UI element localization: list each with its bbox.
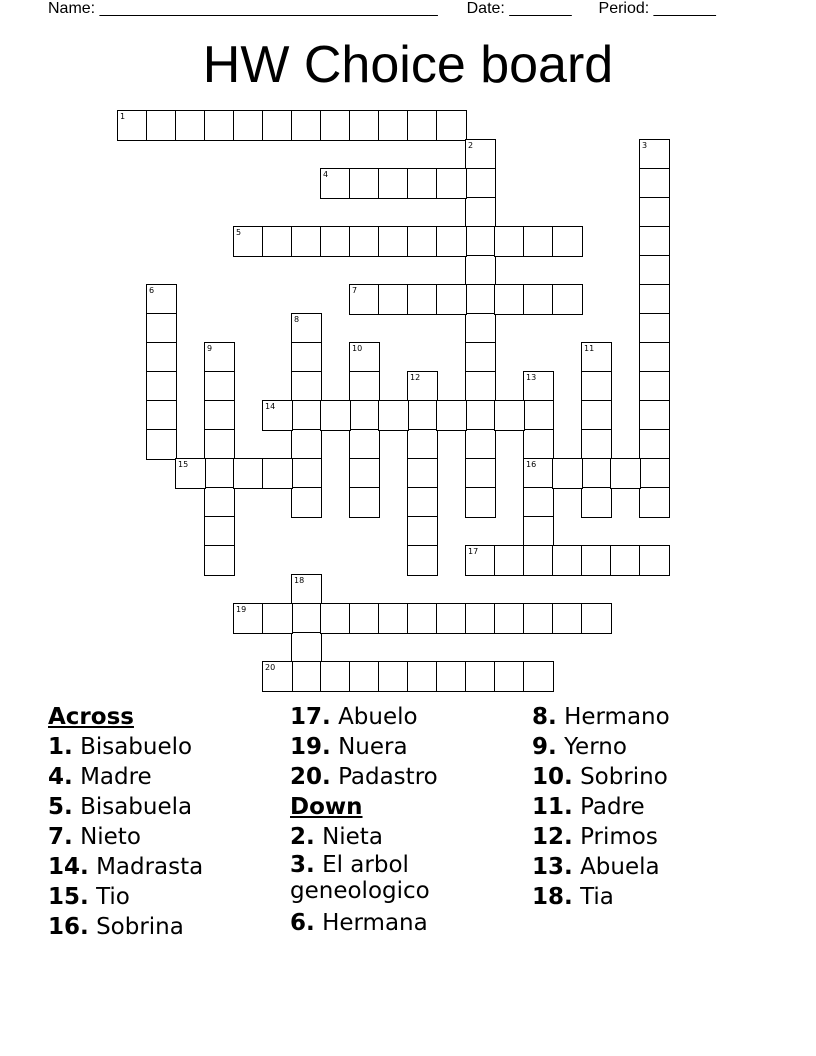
- cell-number: 19: [236, 605, 247, 614]
- cell-number: 1: [120, 112, 126, 121]
- grid-cell[interactable]: [291, 429, 322, 460]
- grid-cell[interactable]: [436, 168, 467, 199]
- grid-cell[interactable]: [291, 226, 322, 257]
- grid-cell[interactable]: [349, 371, 380, 402]
- grid-cell[interactable]: [204, 342, 235, 373]
- clues-column-1: [48, 702, 203, 942]
- name-field[interactable]: Name: ______________________________________: [48, 0, 438, 17]
- grid-cell[interactable]: [349, 603, 380, 634]
- grid-cell[interactable]: [436, 400, 467, 431]
- grid-cell[interactable]: [523, 458, 554, 489]
- cell-number: 6: [149, 286, 155, 295]
- grid-cell[interactable]: [320, 400, 351, 431]
- grid-cell[interactable]: [407, 545, 438, 576]
- grid-cell[interactable]: [378, 661, 409, 692]
- grid-cell[interactable]: [407, 458, 438, 489]
- grid-cell[interactable]: [291, 371, 322, 402]
- clue-across-17: 17. Abuelo: [290, 704, 418, 730]
- grid-cell[interactable]: [233, 603, 264, 634]
- down-heading: Down: [290, 794, 363, 820]
- cell-number: 8: [294, 315, 300, 324]
- grid-cell[interactable]: [465, 342, 496, 373]
- grid-cell[interactable]: [146, 400, 177, 431]
- clues-column-2: [290, 702, 460, 938]
- grid-cell[interactable]: [204, 487, 235, 518]
- grid-cell[interactable]: [378, 168, 409, 199]
- grid-cell[interactable]: [262, 400, 293, 431]
- grid-cell[interactable]: [581, 400, 612, 431]
- grid-cell[interactable]: [204, 458, 235, 489]
- grid-cell[interactable]: [639, 313, 670, 344]
- grid-cell[interactable]: [233, 458, 264, 489]
- clue-down-8: 8. Hermano: [532, 704, 670, 730]
- grid-cell[interactable]: [639, 400, 670, 431]
- grid-cell[interactable]: [378, 110, 409, 141]
- grid-cell[interactable]: [349, 168, 380, 199]
- grid-cell[interactable]: [436, 226, 467, 257]
- grid-cell[interactable]: [552, 458, 583, 489]
- grid-cell[interactable]: [378, 400, 409, 431]
- clue-down-13: 13. Abuela: [532, 854, 660, 880]
- grid-cell[interactable]: [146, 110, 177, 141]
- grid-cell[interactable]: [320, 661, 351, 692]
- grid-cell[interactable]: [639, 487, 670, 518]
- cell-number: 12: [410, 373, 421, 382]
- grid-cell[interactable]: [465, 168, 496, 199]
- grid-cell[interactable]: [291, 400, 322, 431]
- grid-cell[interactable]: [291, 632, 322, 663]
- grid-cell[interactable]: [146, 429, 177, 460]
- grid-cell[interactable]: [465, 487, 496, 518]
- grid-cell[interactable]: [523, 284, 554, 315]
- grid-cell[interactable]: [465, 226, 496, 257]
- cell-number: 15: [178, 460, 189, 469]
- cell-number: 13: [526, 373, 537, 382]
- grid-cell[interactable]: [407, 516, 438, 547]
- grid-cell[interactable]: [552, 545, 583, 576]
- grid-cell[interactable]: [552, 226, 583, 257]
- grid-cell[interactable]: [407, 168, 438, 199]
- grid-cell[interactable]: [639, 139, 670, 170]
- grid-cell[interactable]: [436, 661, 467, 692]
- grid-cell[interactable]: [523, 661, 554, 692]
- grid-cell[interactable]: [291, 487, 322, 518]
- grid-cell[interactable]: [552, 603, 583, 634]
- cell-number: 5: [236, 228, 242, 237]
- grid-cell[interactable]: [320, 168, 351, 199]
- clue-down-6: 6. Hermana: [290, 910, 428, 936]
- grid-cell[interactable]: [639, 168, 670, 199]
- clue-down-11: 11. Padre: [532, 794, 645, 820]
- period-field[interactable]: Period: _______: [598, 0, 716, 17]
- grid-cell[interactable]: [436, 603, 467, 634]
- clue-across-5: 5. Bisabuela: [48, 794, 193, 820]
- grid-cell[interactable]: [581, 342, 612, 373]
- grid-cell[interactable]: [639, 342, 670, 373]
- cell-number: 2: [468, 141, 474, 150]
- grid-cell[interactable]: [291, 313, 322, 344]
- grid-cell[interactable]: [581, 371, 612, 402]
- grid-cell[interactable]: [262, 603, 293, 634]
- grid-cell[interactable]: [175, 458, 206, 489]
- grid-cell[interactable]: [523, 603, 554, 634]
- grid-cell[interactable]: [291, 458, 322, 489]
- grid-cell[interactable]: [262, 661, 293, 692]
- grid-cell[interactable]: [262, 226, 293, 257]
- cell-number: 17: [468, 547, 479, 556]
- grid-cell[interactable]: [494, 603, 525, 634]
- grid-cell[interactable]: [291, 603, 322, 634]
- grid-cell[interactable]: [581, 603, 612, 634]
- grid-cell[interactable]: [349, 429, 380, 460]
- grid-cell[interactable]: [349, 284, 380, 315]
- grid-cell[interactable]: [175, 110, 206, 141]
- clue-across-15: 15. Tio: [48, 884, 130, 910]
- grid-cell[interactable]: [204, 429, 235, 460]
- grid-cell[interactable]: [552, 284, 583, 315]
- cell-number: 3: [642, 141, 648, 150]
- grid-cell[interactable]: [465, 400, 496, 431]
- grid-cell[interactable]: [320, 603, 351, 634]
- grid-cell[interactable]: [291, 574, 322, 605]
- grid-cell[interactable]: [378, 603, 409, 634]
- clue-across-16: 16. Sobrina: [48, 914, 184, 940]
- grid-cell[interactable]: [465, 661, 496, 692]
- grid-cell[interactable]: [494, 284, 525, 315]
- grid-cell[interactable]: [146, 371, 177, 402]
- grid-cell[interactable]: [146, 284, 177, 315]
- grid-cell[interactable]: [639, 255, 670, 286]
- across-heading: Across: [48, 704, 134, 730]
- grid-cell[interactable]: [204, 371, 235, 402]
- grid-cell[interactable]: [407, 371, 438, 402]
- grid-cell[interactable]: [291, 661, 322, 692]
- grid-cell[interactable]: [523, 226, 554, 257]
- date-field[interactable]: Date: _______: [466, 0, 572, 17]
- cell-number: 7: [352, 286, 358, 295]
- grid-cell[interactable]: [465, 603, 496, 634]
- clue-down-18: 18. Tia: [532, 884, 614, 910]
- grid-cell[interactable]: [407, 661, 438, 692]
- grid-cell[interactable]: [581, 545, 612, 576]
- clue-down-2: 2. Nieta: [290, 824, 383, 850]
- grid-cell[interactable]: [204, 516, 235, 547]
- grid-cell[interactable]: [349, 400, 380, 431]
- grid-cell[interactable]: [204, 545, 235, 576]
- grid-cell[interactable]: [378, 226, 409, 257]
- grid-cell[interactable]: [523, 429, 554, 460]
- clue-down-3: 3. El arbol geneologico: [290, 852, 430, 904]
- grid-cell[interactable]: [465, 545, 496, 576]
- grid-cell[interactable]: [146, 342, 177, 373]
- grid-cell[interactable]: [320, 226, 351, 257]
- grid-cell[interactable]: [233, 110, 264, 141]
- grid-cell[interactable]: [610, 545, 641, 576]
- grid-cell[interactable]: [610, 458, 641, 489]
- grid-cell[interactable]: [581, 429, 612, 460]
- grid-cell[interactable]: [407, 603, 438, 634]
- cell-number: 9: [207, 344, 213, 353]
- grid-cell[interactable]: [639, 429, 670, 460]
- grid-cell[interactable]: [639, 545, 670, 576]
- grid-cell[interactable]: [291, 342, 322, 373]
- grid-cell[interactable]: [117, 110, 148, 141]
- grid-cell[interactable]: [407, 110, 438, 141]
- page-title: HW Choice board: [202, 36, 614, 94]
- clue-across-19: 19. Nuera: [290, 734, 408, 760]
- cell-number: 16: [526, 460, 537, 469]
- grid-cell[interactable]: [639, 371, 670, 402]
- grid-cell[interactable]: [523, 371, 554, 402]
- grid-cell[interactable]: [349, 458, 380, 489]
- grid-cell[interactable]: [407, 400, 438, 431]
- grid-cell[interactable]: [494, 400, 525, 431]
- grid-cell[interactable]: [407, 226, 438, 257]
- grid-cell[interactable]: [349, 342, 380, 373]
- grid-cell[interactable]: [146, 313, 177, 344]
- grid-cell[interactable]: [436, 284, 467, 315]
- grid-cell[interactable]: [639, 284, 670, 315]
- grid-cell[interactable]: [581, 487, 612, 518]
- grid-cell[interactable]: [407, 487, 438, 518]
- clue-down-9: 9. Yerno: [532, 734, 627, 760]
- cell-number: 4: [323, 170, 329, 179]
- clue-across-1: 1. Bisabuelo: [48, 734, 193, 760]
- grid-cell[interactable]: [204, 400, 235, 431]
- grid-cell[interactable]: [494, 226, 525, 257]
- grid-cell[interactable]: [494, 661, 525, 692]
- grid-cell[interactable]: [378, 284, 409, 315]
- clue-across-4: 4. Madre: [48, 764, 152, 790]
- grid-cell[interactable]: [291, 110, 322, 141]
- grid-cell[interactable]: [523, 516, 554, 547]
- grid-cell[interactable]: [465, 197, 496, 228]
- grid-cell[interactable]: [262, 110, 293, 141]
- grid-cell[interactable]: [465, 284, 496, 315]
- grid-cell[interactable]: [639, 226, 670, 257]
- cell-number: 11: [584, 344, 595, 353]
- grid-cell[interactable]: [320, 110, 351, 141]
- grid-cell[interactable]: [465, 371, 496, 402]
- grid-cell[interactable]: [349, 661, 380, 692]
- clues-column-3: [532, 702, 670, 912]
- grid-cell[interactable]: [407, 284, 438, 315]
- clue-across-7: 7. Nieto: [48, 824, 141, 850]
- grid-cell[interactable]: [639, 458, 670, 489]
- grid-cell[interactable]: [262, 458, 293, 489]
- grid-cell[interactable]: [349, 226, 380, 257]
- grid-cell[interactable]: [465, 139, 496, 170]
- cell-number: 20: [265, 663, 276, 672]
- grid-cell[interactable]: [523, 400, 554, 431]
- grid-cell[interactable]: [436, 110, 467, 141]
- grid-cell[interactable]: [349, 110, 380, 141]
- grid-cell[interactable]: [349, 487, 380, 518]
- grid-cell[interactable]: [465, 313, 496, 344]
- cell-number: 10: [352, 344, 363, 353]
- grid-cell[interactable]: [233, 226, 264, 257]
- grid-cell[interactable]: [465, 255, 496, 286]
- grid-cell[interactable]: [523, 545, 554, 576]
- grid-cell[interactable]: [204, 110, 235, 141]
- grid-cell[interactable]: [465, 458, 496, 489]
- cell-number: 18: [294, 576, 305, 585]
- clue-across-14: 14. Madrasta: [48, 854, 204, 880]
- clue-down-12: 12. Primos: [532, 824, 658, 850]
- clue-down-10: 10. Sobrino: [532, 764, 668, 790]
- grid-cell[interactable]: [465, 429, 496, 460]
- grid-cell[interactable]: [581, 458, 612, 489]
- grid-cell[interactable]: [407, 429, 438, 460]
- grid-cell[interactable]: [494, 545, 525, 576]
- cell-number: 14: [265, 402, 276, 411]
- grid-cell[interactable]: [523, 487, 554, 518]
- grid-cell[interactable]: [639, 197, 670, 228]
- clue-across-20: 20. Padastro: [290, 764, 438, 790]
